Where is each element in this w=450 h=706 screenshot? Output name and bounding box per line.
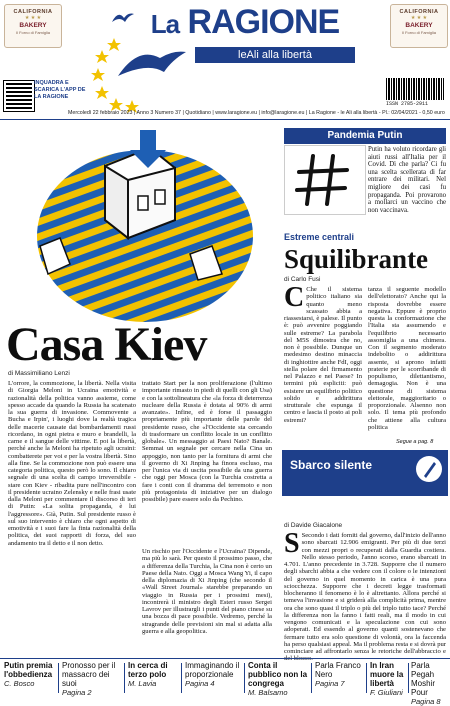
right-ad-line2: BAKERY (405, 22, 433, 29)
footer-divider (58, 663, 59, 693)
footer-item-3-head: In cerca di terzo polo (128, 661, 168, 679)
masthead-divider (0, 119, 450, 120)
sbarco-text-body: Secondo i dati forniti dal governo, dall'inizio dell'anno sono sbarcati 12.906 emigranti. Per più di due terzi con mezzi propri o recuperati dalla Guardia costiera. Nello stesso periodo, l'anno scorso, erano sbarcati in 4.701. L'anno precedente in 3.728. Supporre che il numero degli sbarchi abbia a che vedere con il colore o le intenzioni del governo in quel momento in carica è una pura sciocchezza. Supporre che i decreti legge trasformati blocheranno il fenomeno è lo è altrettanto. Allora perché si temeva l'invasione e si griderà alla complicità prima, mentre ora che sono quasi il triplo o più del triplo tutto tace? Perché la differenza non la fanno i fatti reali, ma il modo in cui vengono comunicati e la speculazione con cui sono adoperati. Ed essendo al governo quanti sostenevano che fermare tutto era solo questione di volontà, ora la faccenda ha perso qualsiasi appeal. Ma il problema resta e si dovrà pur cominciare ad affrontarlo senza le retoriche dell'abbraccio e del blocco. (284, 532, 446, 663)
estreme-col2 (368, 286, 446, 438)
estreme-dropcap: C (284, 282, 305, 313)
footer-item-7[interactable] (370, 661, 406, 695)
footer-item-2[interactable] (62, 661, 120, 695)
pandemia-text-body: Putin ha voluto ricordare gli aiuti russi all'Italia per il Covid. Dì che parla? Ci fu una scelta scellerata di far entrare dei militari. Nel migliore dei casi fu propaganda. Poi provarono a mollarci un vaccino che non vaccinava. (368, 146, 446, 214)
hashtag-icon (284, 145, 366, 215)
footer-item-6[interactable] (315, 661, 363, 695)
qr-caption: INQUADRA E SCARICA L'APP DE LA RAGIONE (34, 80, 86, 100)
tagline: leAli alla libertà (195, 47, 355, 63)
left-bakery-ad[interactable] (4, 4, 62, 48)
footer-item-2-sub: Pagina 2 (62, 688, 92, 697)
footer-divider (124, 663, 125, 693)
footer-divider (366, 663, 367, 693)
right-ad-stars-icon: ★ ★ ★ (410, 15, 428, 21)
eu-stars-seagull-icon (78, 28, 188, 108)
footer-item-8[interactable] (411, 661, 449, 706)
left-ad-line3: Il Forno di Famiglia (15, 30, 50, 35)
footer-item-1-head: Putin premia l'obbedienza (4, 661, 53, 679)
footer-item-1-sub: C. Bosco (4, 679, 35, 688)
main-story-col1 (8, 380, 136, 656)
left-ad-line1: CALIFORNIA (13, 9, 53, 15)
footer-item-6-head: Parla Franco Nero (315, 661, 361, 679)
title-main: RAGIONE (187, 3, 340, 41)
right-ad-line1: CALIFORNIA (399, 9, 439, 15)
footer-item-4[interactable] (185, 661, 241, 695)
footer-item-3[interactable] (128, 661, 178, 695)
pen-nib-icon (414, 454, 444, 484)
left-ad-line2: BAKERY (19, 22, 47, 29)
estreme-byline: di Carlo Fusi (284, 276, 321, 283)
segue-link[interactable]: Segue a pag. 8 (396, 439, 434, 445)
right-ad-line3: Il Forno di Famiglia (401, 30, 436, 35)
app-qr-code-icon[interactable] (4, 81, 34, 111)
pandemia-title[interactable]: Pandemia Putin (284, 128, 446, 144)
estreme-label: Estreme centrali (284, 232, 355, 242)
sbarco-dropcap: S (284, 528, 300, 559)
main-story-col1-text: L'orrore, la commozione, la libertà. Nella visita di Giorgia Meloni in Ucraina emotività e razionalità della politica vanno assieme, come spesso accade da quando la Russia ha scatenato la sua guerra di invasione. Commovente a Bucha e Irpin', i luoghi dove la realtà tragica delle macerie causate dai bombardamenti russi ricordano, in ogni pietra e muro e brandelli, la carne e il sangue delle vittime. E poi la libertà, perché anche la Meloni ha ripetuto agli ucraini: combatterete per voi e per la vostra libertà. Sino alla fine. Se la commozione non può essere una categoria politica, questo però lo sono. Il chiaro segnale di una scelta di campo irreversibile - stare con Kiev - ribadita pure nell'incontro con il presidente ucraino Zelensky e nelle frasi usate dalla Meloni per commentare il discorso di ieri di Putin: «La solita propaganda, è lui l'aggressore». Già, Putin. Sul presidente russo è sul suo intervento è chiaro che ogni aspetto di emotività e i suoi fare la finta razionalità della politica, dei suoi rapporti di forza, del suo andamento tra il detto e il non detto. (8, 380, 136, 547)
estreme-col1 (284, 282, 362, 438)
footer-item-7-head: In Iran muore la libertà (370, 661, 404, 688)
footer-item-5[interactable] (248, 661, 308, 695)
footer-divider (181, 663, 182, 693)
sbarco-text (284, 528, 446, 663)
footer-item-4-sub: Pagina 4 (185, 679, 215, 688)
footer-item-5-sub: M. Balsamo (248, 688, 288, 697)
barcode-text: ISSN 2785-2911 (386, 101, 429, 107)
footer-item-4-head: Immaginando il proporzionale (185, 661, 240, 679)
barcode-icon (386, 78, 444, 100)
main-story-col4-text: Un rischio per l'Occidente e l'Ucraina? Dipende, ma più lo sarà. Per questo il prossimo passo, che a differenza della Turchia, la Cina non è certo un Paese della Nato. Oggi a Mosca Wang Yi, il capo della diplomazia di Xi Jinping (che secondo il «Wall Street Journal» starebbe preparando un viaggio in Russia per i prossimi mesi), incontrerà il ministro degli Esteri russo Sergei Lavrov per illustrargli i punti del piano cinese su una bozza di pace possibile. Vedremo, perché la stragrande delle previsioni sin mal si adatta alla guerra e alla geopolitica. (142, 548, 272, 635)
footer-item-6-sub: Pagina 7 (315, 679, 345, 688)
footer-item-3-sub: M. Lavia (128, 679, 157, 688)
main-story-col2 (142, 380, 272, 545)
footer-item-2-head: Pronosso per il massacro dei suoi (62, 661, 116, 688)
main-story-col2-text: trattato Start per la non proliferazione (l'ultimo importante rimasto in piedi di quelli con gli Usa) e con la sottolineatura che «la forza di deterrenza nucleare della Russia è dotata al 90% di armi avanzate». Infine, ed è forse il passaggio propriamente più importante delle parole del presidente russo, che «l'Occidente sta cercando di trasformare un conflitto locale in un conflitto globale». Un messaggio ai Paesi Nato? Banale. Semmai un segnale per cercare nella Cina un appoggio, non tanto per la fornitura di armi che il governo di Xi Jinping ha finora escluso, ma per l'unica via di uscita possibile da una guerra che oggi per Mosca (con la Turchia costretta a fare i conti con il dramma del terremoto e non più protagonista di iniziative per un dialogo possibile) pare essere solo da Pechino. (142, 380, 272, 503)
estreme-headline[interactable]: Squilibrante (284, 244, 429, 274)
footer-item-5-head: Conta il pubblico non la congrega (248, 661, 308, 688)
right-bakery-ad[interactable] (390, 4, 448, 48)
footer-divider (311, 663, 312, 693)
footer-teasers (0, 658, 450, 706)
left-ad-stars-icon: ★ ★ ★ (24, 15, 42, 21)
main-byline: di Massimiliano Lenzi (8, 370, 70, 377)
sbarco-title: Sbarco silente (290, 458, 373, 472)
footer-divider (408, 663, 409, 693)
footer-item-1[interactable] (4, 661, 56, 695)
footer-item-8-sub: Pagina 8 (411, 697, 441, 706)
main-story-col4 (142, 548, 272, 656)
title-prefix: La (150, 9, 180, 39)
ukraine-house-illustration (0, 128, 270, 328)
main-headline[interactable]: Casa Kiev (6, 318, 207, 371)
footer-item-7-sub: F. Giuliani (370, 688, 403, 697)
sbarco-box[interactable] (282, 450, 448, 496)
pandemia-text (368, 146, 446, 216)
estreme-col2-text: tanza il seguente modello dell'elettorato? Anche qui la risposta dovrebbe essere negativa. Eppure è proprio questa la conformazione che l'Italia sta assumendo e l'equilibrio necessario assomiglia a una chimera. Con il segmento moderato indebolito o addirittura assente, si aprono infatti praterie per le scorribande di populismo, dilettantismo, demagogia. Non è una questione di sistema elettorale, maggioritario o proporzionale. Alsenno non solo. Il tema più profondo che attiene alla cultura politica (368, 286, 446, 431)
footer-divider (244, 663, 245, 693)
estreme-col1-text: Che il sistema politico italiano sia quanto meno scassato abbia a riassestarsi, è palese. Il punto è: può avvenire poggiando sulle estreme? La parabola del M5S dimostra che no, non è possibile. Dunque un medesimo destino minaccia di inghiottire anche FdI, oggi stella polare del firmamento nel Palazzo e nel Paese? In termini più espliciti: può esistere un equilibrio politico solido e addirittura strutturale che espunga il centro e lascia il posto ai poli estremi? (284, 286, 362, 424)
dateline: Mercoledì 22 febbraio 2023 | Anno 3 Numero 37 | Quotidiano | www.laragione.eu | info@laragione.eu | La Ragione - le Ali alla libertà - Pl.: 02/04/2021 - 0,50 euro (68, 110, 445, 116)
sbarco-byline: di Davide Giacalone (284, 522, 343, 529)
footer-item-8-head: Parla Pegah Moshir Pour (411, 661, 436, 697)
seagull-logo-icon (110, 8, 136, 26)
